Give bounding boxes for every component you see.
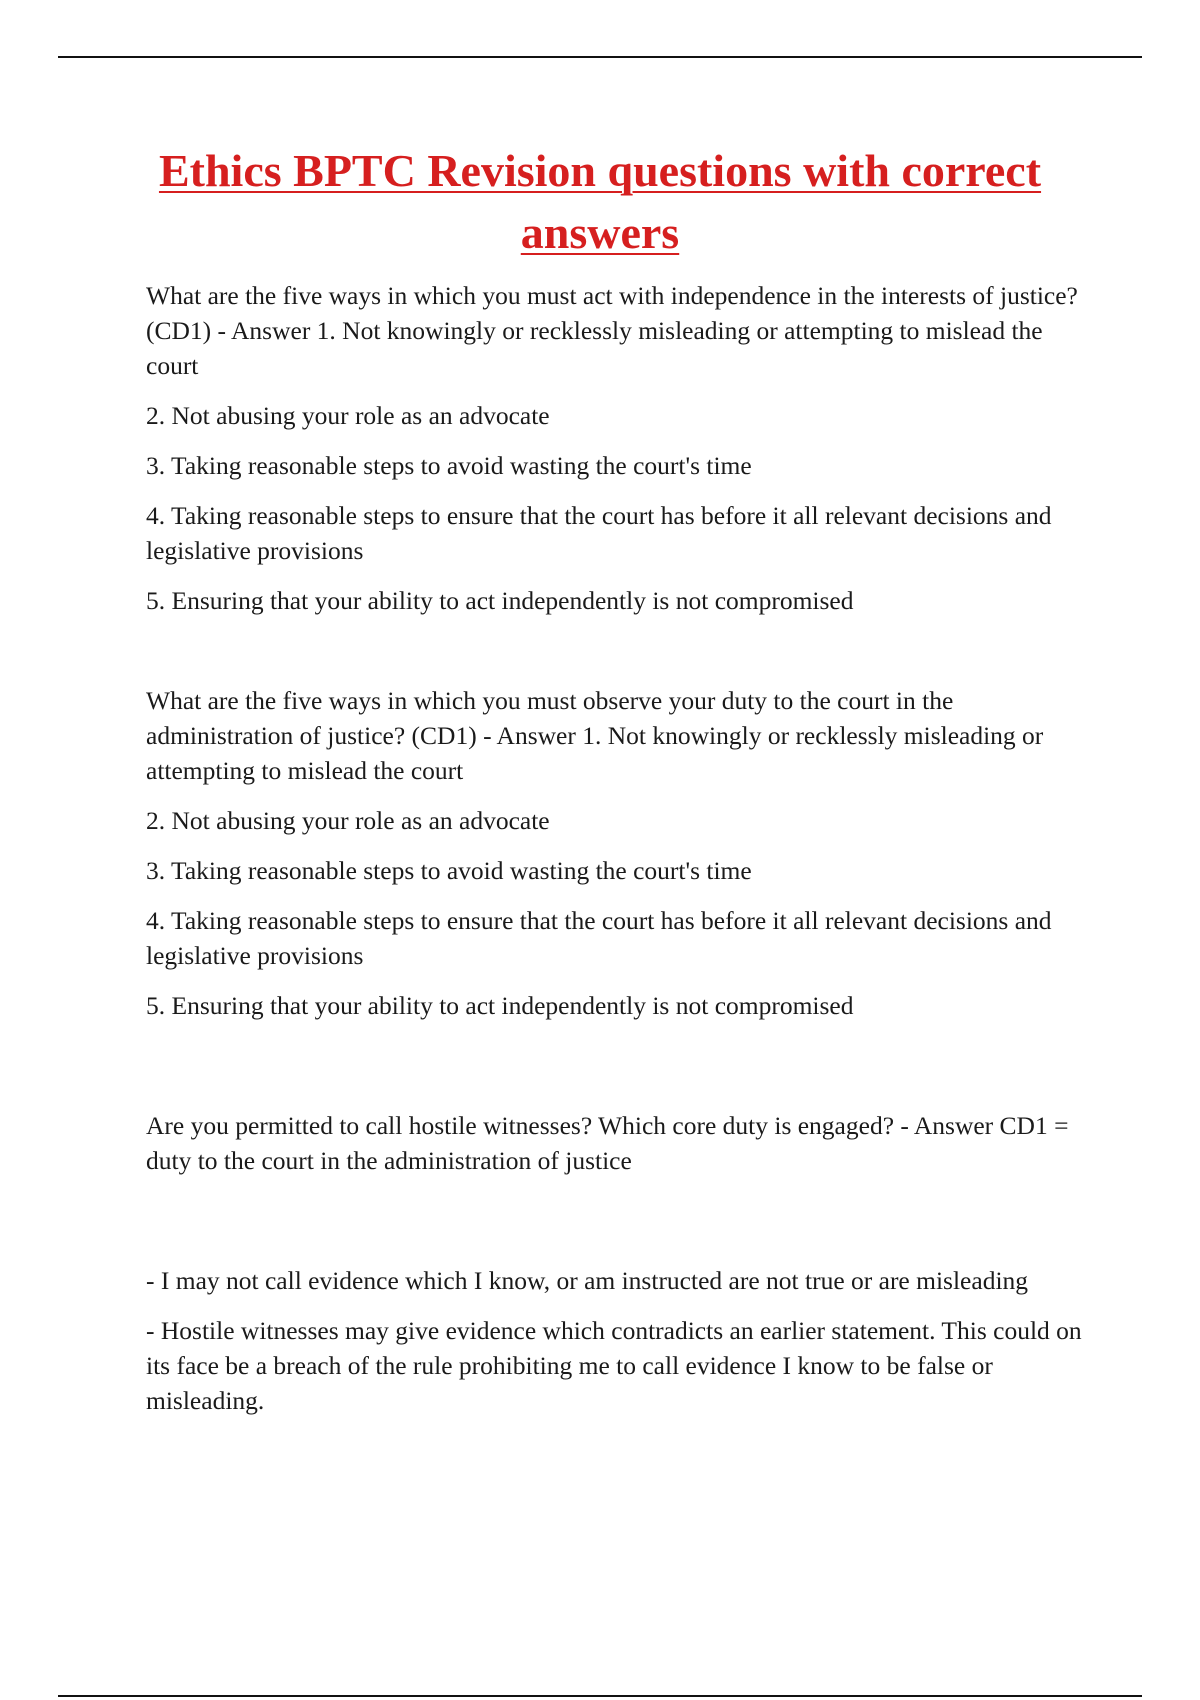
question-1-point-2: 2. Not abusing your role as an advocate [146, 401, 550, 430]
question-1-point-3: 3. Taking reasonable steps to avoid wasting the court's time [146, 451, 752, 480]
question-3-point-1: - I may not call evidence which I know, or am instructed are not true or are misleading [146, 1266, 1029, 1295]
question-1-point-4: 4. Taking reasonable steps to ensure that the court has before it all relevant decisions and legislative provisions [146, 501, 1052, 565]
question-2-point-3: 3. Taking reasonable steps to avoid wasting the court's time [146, 856, 752, 885]
footer-rule [58, 1695, 1142, 1697]
question-2-point-4: 4. Taking reasonable steps to ensure that the court has before it all relevant decisions and legislative provisions [146, 906, 1052, 970]
question-2-point-5: 5. Ensuring that your ability to act independently is not compromised [146, 991, 854, 1020]
question-2-text: What are the five ways in which you must observe your duty to the court in the administration of justice? (CD1) - Answer 1. Not knowingly or recklessly misleading or attempting to mislead the court [146, 686, 1044, 785]
question-2-point-2: 2. Not abusing your role as an advocate [146, 806, 550, 835]
question-1-text: What are the five ways in which you must act with independence in the interests of justice? (CD1) - Answer 1. Not knowingly or recklessly misleading or attempting to mislead the court [146, 281, 1078, 380]
document-title: Ethics BPTC Revision questions with correct answers [158, 145, 1042, 258]
question-3-point-2: - Hostile witnesses may give evidence which contradicts an earlier statement. This could on its face be a breach of the rule prohibiting me to call evidence I know to be false or misleading. [146, 1316, 1082, 1415]
question-3-text: Are you permitted to call hostile witnesses? Which core duty is engaged? - Answer CD1 = duty to the court in the administration of justice [146, 1111, 1069, 1175]
header-rule [58, 56, 1142, 58]
question-1-point-5: 5. Ensuring that your ability to act independently is not compromised [146, 586, 854, 615]
document-body [146, 278, 1096, 1418]
